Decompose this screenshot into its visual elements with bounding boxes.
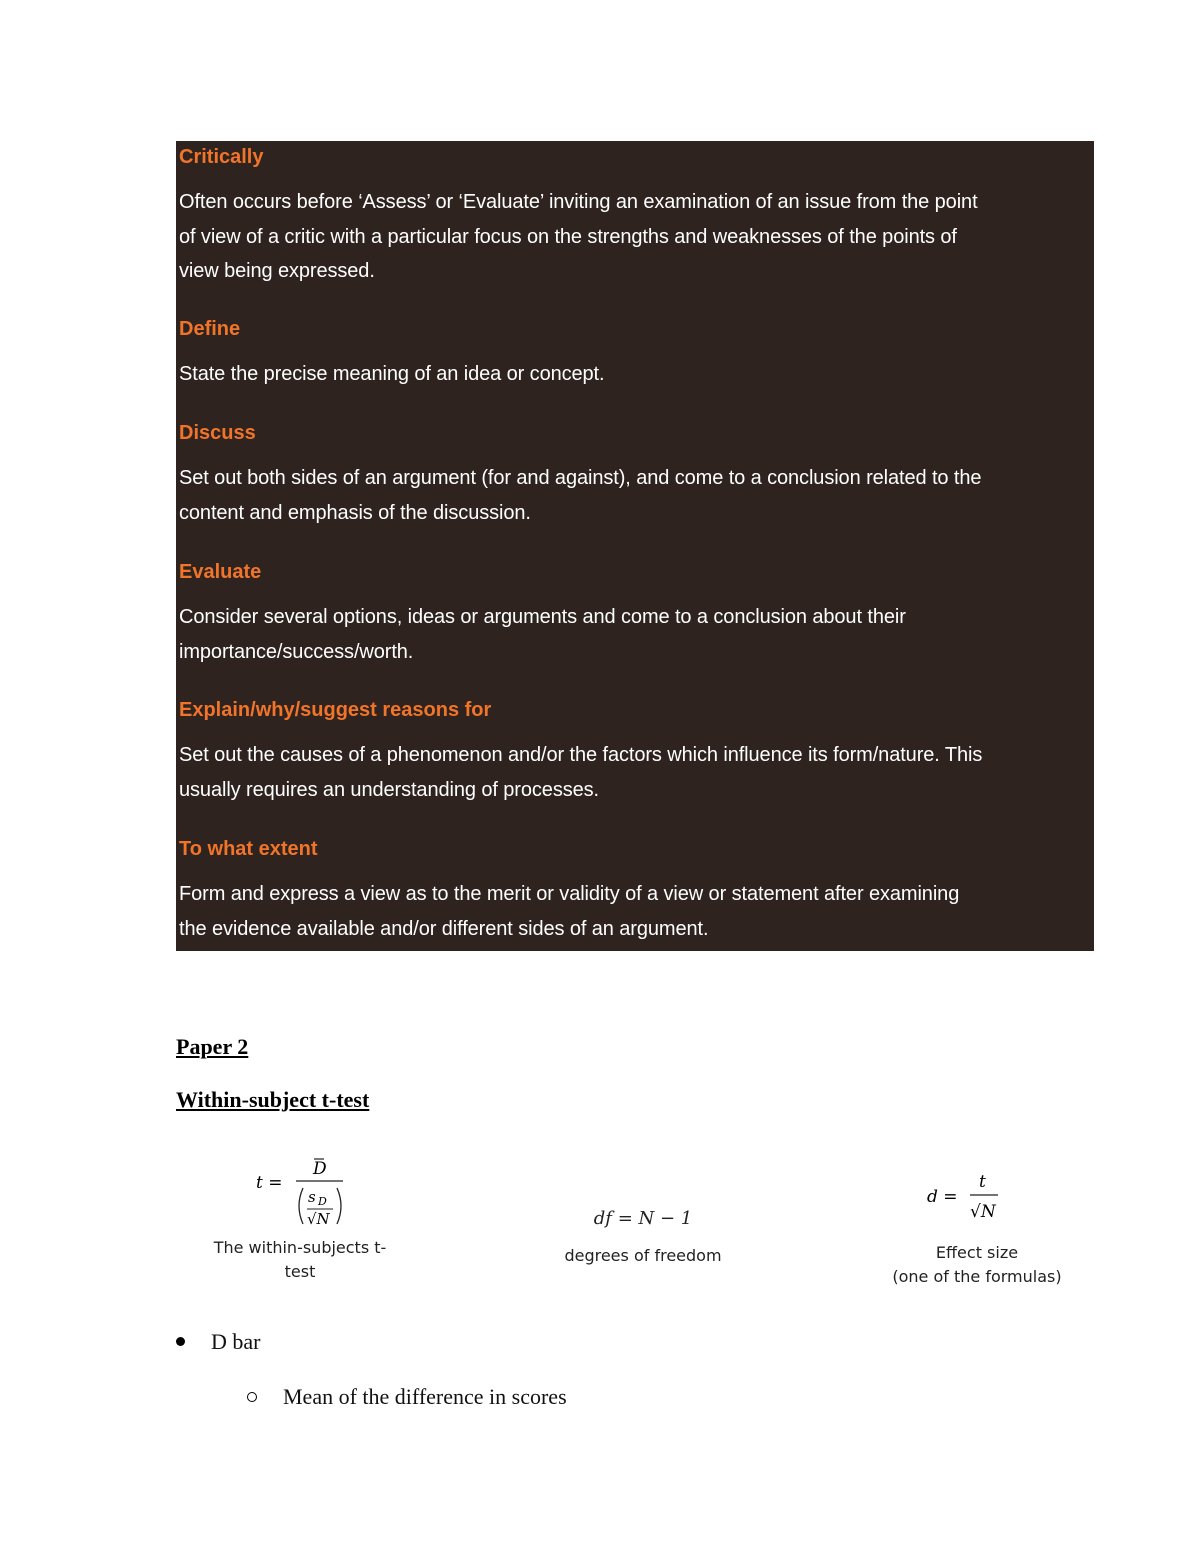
glossary-entry [179,698,982,807]
d-lhs: d = [927,1187,958,1207]
glossary-definition-line: Set out the causes of a phenomenon and/or the factors which influence its form/nature. This [179,744,983,766]
glossary-entry [179,317,604,392]
glossary-definition-line: Form and express a view as to the merit or validity of a view or statement after examining [179,883,960,905]
t-test-caption-line1: The within-subjects t- [213,1238,387,1257]
sqrt-n-denominator: √N [970,1202,996,1222]
glossary-definition-line: Often occurs before ‘Assess’ or ‘Evaluate’ inviting an examination of an issue from the point [179,191,978,213]
glossary-term: Explain/why/suggest reasons for [179,699,492,721]
glossary-term: Evaluate [179,561,262,583]
glossary-definition-line: Set out both sides of an argument (for and against), and come to a conclusion related to the [179,467,982,489]
glossary-definition-line: view being expressed. [179,260,375,282]
glossary-definition-line: the evidence available and/or different sides of an argument. [179,917,709,940]
df-formula-figure [553,1206,733,1268]
paper-heading: Paper 2 [176,1034,249,1059]
glossary-definition-line: usually requires an understanding of processes. [179,778,599,801]
glossary-term: Define [179,318,241,340]
effect-caption-line1: Effect size [935,1243,1019,1262]
t-test-caption-line2: test [284,1262,316,1281]
bullet-text: D bar [211,1329,261,1354]
list-item [176,1328,260,1356]
glossary-term: Discuss [179,422,256,444]
glossary-definition-line: importance/success/worth. [179,640,414,663]
s-denominator: s [308,1188,316,1206]
glossary-entry [179,421,981,530]
glossary-definition-line: content and emphasis of the discussion. [179,501,531,524]
effect-size-formula [877,1165,1077,1225]
glossary-term: To what extent [179,838,318,860]
glossary-term: Critically [179,146,264,168]
d-bar-numerator: D [313,1159,327,1179]
command-terms-glossary [176,141,1094,951]
glossary-definition-line: of view of a critic with a particular focus on the strengths and weaknesses of the points of [179,225,957,248]
glossary-definition-line: Consider several options, ideas or arguments and come to a conclusion about their [179,606,906,628]
sub-list-item [247,1383,567,1411]
df-formula: df = N − 1 [593,1208,693,1229]
section-heading: Within-subject t-test [176,1087,370,1112]
effect-size-figure [877,1165,1077,1289]
bullet-dot-icon [176,1337,185,1346]
sub-bullet-text: Mean of the difference in scores [283,1384,567,1409]
bullet-ring-icon [247,1392,257,1402]
effect-caption-line2: (one of the formulas) [892,1267,1062,1286]
t-lhs: t = [256,1173,283,1193]
sqrt-n: √N [307,1210,330,1228]
df-caption: degrees of freedom [564,1246,722,1265]
glossary-entry [179,560,906,669]
t-test-formula-figure [200,1150,400,1284]
s-subscript: D [318,1195,327,1208]
t-test-formula [200,1150,400,1232]
glossary-entry [179,145,978,289]
t-numerator: t [979,1172,986,1192]
glossary-entry [179,837,959,946]
glossary-definition-line: State the precise meaning of an idea or concept. [179,363,605,385]
